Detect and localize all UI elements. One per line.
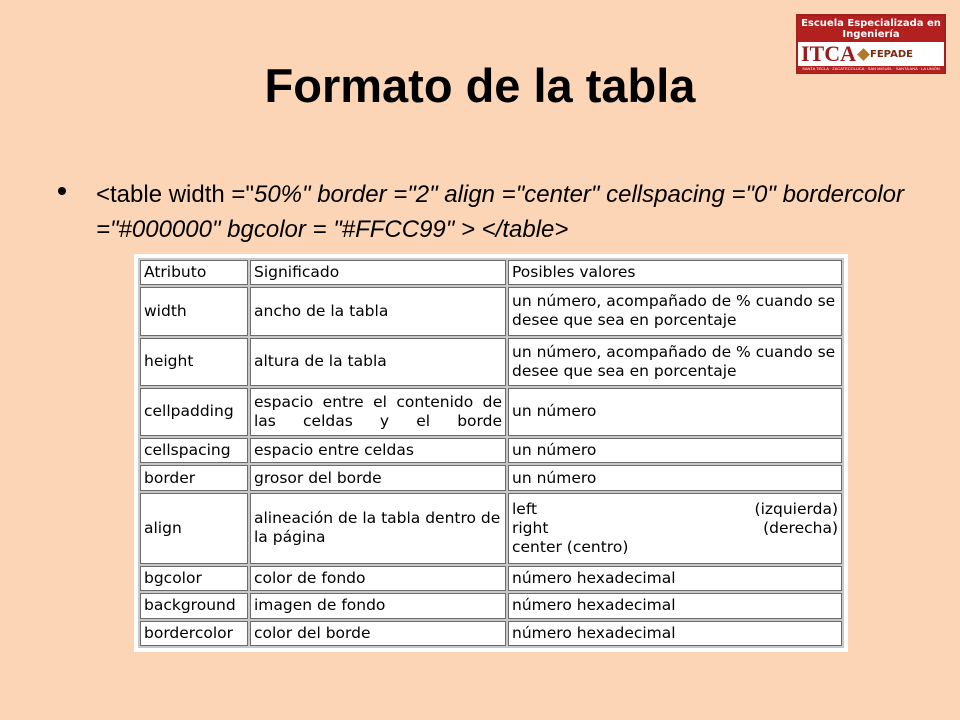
slide-title: Formato de la tabla xyxy=(264,59,696,112)
cell-attribute: width xyxy=(140,287,248,335)
logo-campuses: SANTA TECLA · ZACATECOLUCA · SAN MIGUEL · SANTA ANA · LA UNIÓN xyxy=(798,66,944,73)
align-left-keyword: left xyxy=(512,499,538,518)
cell-meaning: altura de la tabla xyxy=(250,338,506,386)
cell-values: un número xyxy=(508,465,842,490)
header-significado: Significado xyxy=(250,260,506,285)
cell-meaning: ancho de la tabla xyxy=(250,287,506,335)
cell-attribute: align xyxy=(140,493,248,564)
table-row xyxy=(140,465,842,490)
cell-attribute: border xyxy=(140,465,248,490)
bullet-code-part-a: <table width =" xyxy=(96,181,254,208)
cell-attribute: height xyxy=(140,338,248,386)
cell-meaning: color de fondo xyxy=(250,566,506,591)
bullet-code-part-b: 50%" border ="2" align ="center" cellspacing ="0" bordercolor ="#000000" bgcolor = "#FFCC99" > </table> xyxy=(96,181,904,243)
cell-meaning-text: espacio entre el contenido de las celdas y el borde xyxy=(254,392,502,430)
cell-values: un número xyxy=(508,388,842,436)
cell-values: número hexadecimal xyxy=(508,621,842,646)
attribute-table-image xyxy=(134,254,848,652)
cell-meaning: imagen de fondo xyxy=(250,593,506,618)
align-right-keyword: right xyxy=(512,518,549,537)
cell-meaning xyxy=(250,388,506,436)
bullet-dot-icon xyxy=(58,187,66,195)
cell-attribute: bgcolor xyxy=(140,566,248,591)
cell-meaning: alineación de la tabla dentro de la página xyxy=(250,493,506,564)
header-posibles-valores: Posibles valores xyxy=(508,260,842,285)
align-left-line xyxy=(512,500,838,519)
cell-meaning: color del borde xyxy=(250,621,506,646)
logo-fepade-text: FEPADE xyxy=(870,48,913,60)
align-center-line: center (centro) xyxy=(512,537,629,556)
cell-attribute: bordercolor xyxy=(140,621,248,646)
bullet-code-text xyxy=(96,177,918,247)
cell-meaning: grosor del borde xyxy=(250,465,506,490)
table-row xyxy=(140,287,842,335)
align-right-line xyxy=(512,519,838,538)
cell-values-align xyxy=(508,493,842,564)
bullet-item xyxy=(58,177,918,247)
table-row xyxy=(140,566,842,591)
cell-values: un número, acompañado de % cuando se desee que sea en porcentaje xyxy=(508,287,842,335)
table-row xyxy=(140,493,842,564)
header-atributo: Atributo xyxy=(140,260,248,285)
table-row xyxy=(140,338,842,386)
cell-attribute: cellspacing xyxy=(140,438,248,463)
cell-attribute: cellpadding xyxy=(140,388,248,436)
table-row xyxy=(140,621,842,646)
cell-values: un número, acompañado de % cuando se desee que sea en porcentaje xyxy=(508,338,842,386)
align-right-desc: (derecha) xyxy=(763,518,838,537)
table-header-row xyxy=(140,260,842,285)
attribute-table xyxy=(138,258,844,648)
cell-values: número hexadecimal xyxy=(508,566,842,591)
table-row xyxy=(140,593,842,618)
align-left-desc: (izquierda) xyxy=(754,499,838,518)
logo-itca-text: ITCA xyxy=(801,41,857,66)
cell-values: número hexadecimal xyxy=(508,593,842,618)
cell-attribute: background xyxy=(140,593,248,618)
table-row xyxy=(140,388,842,436)
cell-values: un número xyxy=(508,438,842,463)
logo-school-name: Escuela Especializada en Ingeniería xyxy=(798,16,944,42)
table-row xyxy=(140,438,842,463)
cell-meaning: espacio entre celdas xyxy=(250,438,506,463)
